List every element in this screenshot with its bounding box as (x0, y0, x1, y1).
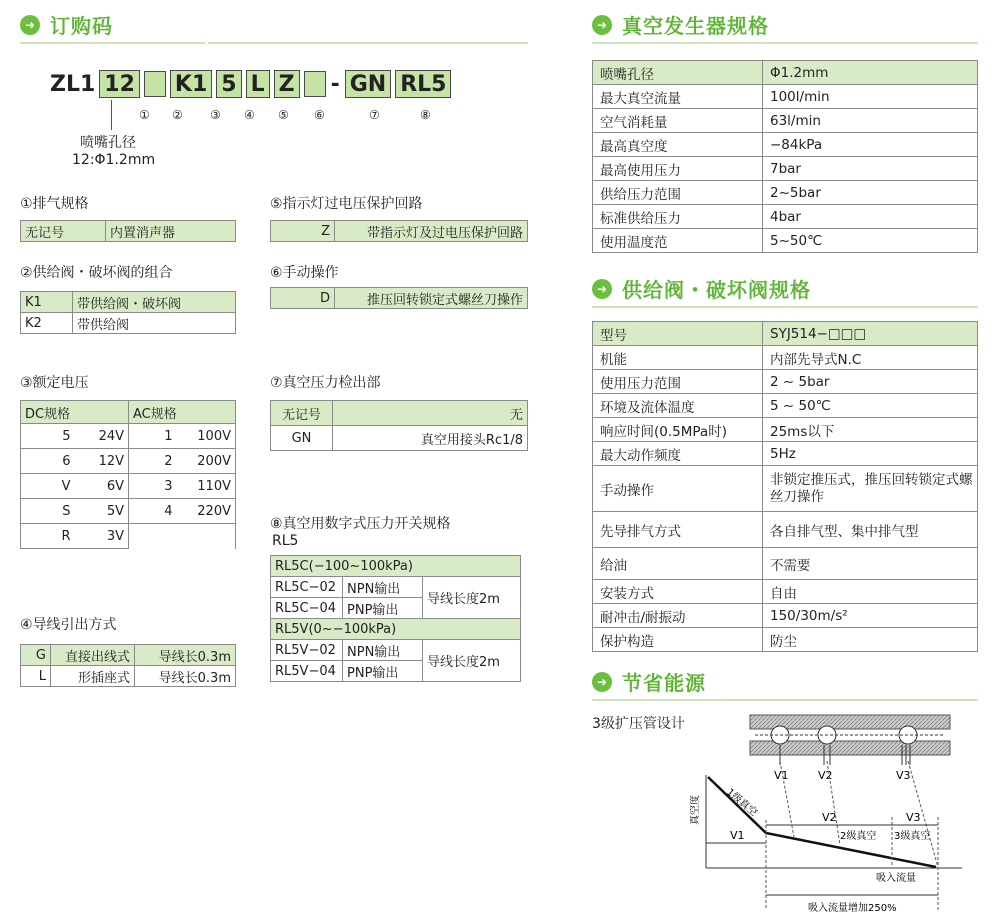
table-row (593, 370, 978, 394)
table-cell: 3 (129, 474, 177, 499)
code-segment-empty (304, 71, 326, 97)
table-row (593, 394, 978, 418)
table-cell: 100l/min (763, 85, 978, 109)
table-row (593, 442, 978, 466)
table-cell: 最大真空流量 (593, 85, 763, 109)
table-cell: 带供给阀・破坏阀 (73, 292, 236, 313)
circle-number: ③ (210, 108, 221, 122)
table-cell: NPN输出 (343, 640, 423, 661)
v3-label: V3 (906, 811, 921, 824)
table-row (593, 205, 978, 229)
table-row (593, 322, 978, 346)
table-cell: 导线长0.3m (135, 666, 236, 687)
table-cell: 110V (177, 474, 236, 499)
exhaust-title: ①排气规格 (20, 196, 89, 212)
table-cell: 导线长0.3m (135, 645, 236, 666)
table-cell: D (271, 288, 335, 309)
y-axis-label: 真空度 (690, 795, 701, 825)
table-cell: 真空用接头Rc1/8 (333, 426, 528, 451)
table-cell: NPN输出 (343, 577, 423, 598)
table-cell: 给油 (593, 548, 763, 580)
table-row (271, 556, 521, 577)
table-header: RL5V(0~−100kPa) (271, 619, 521, 640)
table-row (593, 157, 978, 181)
switch-title: ⑧真空用数字式压力开关规格 (270, 516, 451, 532)
order-code-row (50, 70, 453, 98)
generator-spec-title: 真空发生器规格 (622, 14, 769, 38)
switch-subtitle: RL5 (272, 533, 299, 549)
table-cell: 手动操作 (593, 466, 763, 512)
detector-table (270, 400, 528, 451)
valve-spec-header (592, 274, 811, 303)
code-segment: RL5 (395, 70, 451, 98)
table-cell: 150/30m/s² (763, 604, 978, 628)
valve-spec-title: 供给阀・破坏阀规格 (622, 278, 811, 302)
table-cell: 非锁定推压式，推压回转锁定式螺丝刀操作 (763, 466, 978, 512)
table-cell: 6 (21, 449, 75, 474)
generator-spec-header (592, 10, 769, 39)
guide-line (827, 761, 840, 845)
table-row (271, 288, 528, 309)
table-cell: 4bar (763, 205, 978, 229)
circle-number: ① (139, 108, 150, 122)
table-cell: 耐冲击/耐振动 (593, 604, 763, 628)
table-cell: R (21, 524, 75, 549)
table-cell: 空气消耗量 (593, 109, 763, 133)
table-cell: 无记号 (21, 221, 106, 242)
diffuser-diagram (690, 705, 990, 921)
table-cell: 2 ~ 5bar (763, 370, 978, 394)
circle-number: ⑧ (420, 108, 431, 122)
divider (20, 42, 205, 44)
table-cell: 自由 (763, 580, 978, 604)
table-row (21, 645, 236, 666)
table-cell: L (21, 666, 51, 687)
code-prefix: ZL1 (50, 71, 96, 97)
table-row (593, 346, 978, 370)
table-cell: 各自排气型、集中排气型 (763, 512, 978, 548)
table-cell: V (21, 474, 75, 499)
table-cell: 机能 (593, 346, 763, 370)
table-row (21, 524, 236, 549)
voltage-table (20, 400, 236, 549)
table-cell: 2 (129, 449, 177, 474)
table-row (593, 628, 978, 652)
nozzle-value: 12:Φ1.2mm (72, 152, 156, 168)
code-segment: 12 (99, 70, 140, 98)
switch-table (270, 555, 521, 682)
table-cell: 7bar (763, 157, 978, 181)
table-cell (129, 524, 177, 549)
detector-title: ⑦真空压力检出部 (270, 375, 381, 391)
table-row (271, 640, 521, 661)
table-row (593, 133, 978, 157)
increase-label: 吸入流量增加250% (808, 903, 897, 914)
code-segment: Z (274, 70, 300, 98)
valve-spec-table (592, 321, 978, 652)
table-cell: 100V (177, 424, 236, 449)
table-cell (177, 524, 236, 549)
stage1-label: 1级真空 (724, 786, 760, 819)
table-cell: −84kPa (763, 133, 978, 157)
circle-number: ⑦ (369, 108, 380, 122)
table-cell: 标准供给压力 (593, 205, 763, 229)
table-cell: 1 (129, 424, 177, 449)
circle-number: ② (172, 108, 183, 122)
table-cell: 型号 (593, 322, 763, 346)
manual-title: ⑥手动操作 (270, 265, 339, 281)
table-cell: G (21, 645, 51, 666)
v2-label: V2 (822, 811, 837, 824)
energy-header (592, 667, 706, 696)
table-cell: 24V (75, 424, 129, 449)
table-cell: 63l/min (763, 109, 978, 133)
table-cell: 保护构造 (593, 628, 763, 652)
arrow-right-icon: ➜ (592, 672, 612, 692)
table-row (593, 512, 978, 548)
table-cell: 使用压力范围 (593, 370, 763, 394)
table-row (21, 474, 236, 499)
code-dash: - (330, 71, 340, 97)
exhaust-table (20, 220, 236, 242)
table-row (21, 424, 236, 449)
table-cell: 导线长度2m (423, 577, 521, 619)
table-cell: 5Hz (763, 442, 978, 466)
table-row (271, 426, 528, 451)
stage2-label: 2级真空 (840, 831, 877, 842)
divider (592, 42, 978, 44)
table-header: AC规格 (129, 401, 236, 424)
table-cell: 5 (21, 424, 75, 449)
pointer-line (111, 100, 112, 130)
indicator-title: ⑤指示灯过电压保护回路 (270, 196, 423, 212)
table-cell: K2 (21, 313, 73, 334)
circle-number: ⑤ (278, 108, 289, 122)
table-cell: 推压回转锁定式螺丝刀操作 (335, 288, 528, 309)
table-cell: 先导排气方式 (593, 512, 763, 548)
table-cell: Z (271, 221, 335, 242)
table-row (593, 181, 978, 205)
table-cell: 带指示灯及过电压保护回路 (335, 221, 528, 242)
table-row (593, 580, 978, 604)
table-row (593, 61, 978, 85)
divider (592, 306, 978, 308)
table-cell: S (21, 499, 75, 524)
divider (208, 42, 528, 44)
table-cell: 响应时间(0.5MPa时) (593, 418, 763, 442)
table-cell: 3V (75, 524, 129, 549)
table-cell: 直接出线式 (51, 645, 135, 666)
v1-label: V1 (730, 829, 745, 842)
arrow-right-icon: ➜ (592, 15, 612, 35)
table-row (21, 221, 236, 242)
table-header: RL5C(−100~100kPa) (271, 556, 521, 577)
table-cell: 200V (177, 449, 236, 474)
table-row (271, 619, 521, 640)
flow-label: 吸入流量 (876, 873, 916, 884)
table-cell: 防尘 (763, 628, 978, 652)
lead-wire-table (20, 644, 236, 687)
table-cell: GN (271, 426, 333, 451)
table-cell: 25ms以下 (763, 418, 978, 442)
table-cell: 4 (129, 499, 177, 524)
table-row (593, 604, 978, 628)
manual-table (270, 287, 528, 309)
table-cell: 5~50℃ (763, 229, 978, 253)
table-cell: SYJ514−□□□ (763, 322, 978, 346)
table-cell: 形插座式 (51, 666, 135, 687)
stage3-label: 3级真空 (894, 831, 931, 842)
table-header: DC规格 (21, 401, 129, 424)
energy-caption: 3级扩压管设计 (592, 716, 685, 732)
table-cell: 内置消声器 (106, 221, 236, 242)
arrow-right-icon: ➜ (20, 15, 40, 35)
table-row (271, 221, 528, 242)
lead-wire-title: ④导线引出方式 (20, 617, 117, 633)
table-cell: 6V (75, 474, 129, 499)
code-segment: K1 (170, 70, 212, 98)
order-code-header (20, 10, 113, 39)
table-row (593, 548, 978, 580)
order-code-title: 订购码 (50, 14, 113, 38)
arrow-right-icon: ➜ (592, 279, 612, 299)
valve-combo-title: ②供给阀・破坏阀的组合 (20, 265, 173, 281)
code-segment-empty (144, 71, 166, 97)
circle-number: ⑥ (314, 108, 325, 122)
table-cell: 2~5bar (763, 181, 978, 205)
table-cell: 最大动作频度 (593, 442, 763, 466)
table-row (271, 401, 528, 426)
table-cell: PNP输出 (343, 661, 423, 682)
table-cell: RL5C−02 (271, 577, 343, 598)
v2-top-label: V2 (818, 769, 833, 782)
table-cell: RL5V−04 (271, 661, 343, 682)
table-row (271, 577, 521, 598)
table-cell: 无 (333, 401, 528, 426)
table-row (593, 109, 978, 133)
table-cell: 使用温度范 (593, 229, 763, 253)
table-cell: PNP输出 (343, 598, 423, 619)
table-cell: 5V (75, 499, 129, 524)
table-cell: RL5C−04 (271, 598, 343, 619)
table-cell: 安装方式 (593, 580, 763, 604)
code-segment: 5 (216, 70, 241, 98)
table-cell: 带供给阀 (73, 313, 236, 334)
nozzle-label: 喷嘴孔径 (80, 135, 136, 151)
energy-title: 节省能源 (622, 671, 706, 695)
table-row (21, 449, 236, 474)
table-cell: 无记号 (271, 401, 333, 426)
table-cell: 220V (177, 499, 236, 524)
table-row (21, 313, 236, 334)
generator-spec-table (592, 60, 978, 253)
voltage-title: ③额定电压 (20, 375, 89, 391)
table-cell: 不需要 (763, 548, 978, 580)
table-cell: 喷嘴孔径 (593, 61, 763, 85)
table-cell: 内部先导式N.C (763, 346, 978, 370)
table-cell: 导线长度2m (423, 640, 521, 682)
table-cell: 12V (75, 449, 129, 474)
table-cell: RL5V−02 (271, 640, 343, 661)
code-segment: L (246, 70, 270, 98)
circle-number: ④ (244, 108, 255, 122)
table-row (21, 499, 236, 524)
table-cell: 最高真空度 (593, 133, 763, 157)
table-cell: 最高使用压力 (593, 157, 763, 181)
table-row (21, 292, 236, 313)
table-cell: 环境及流体温度 (593, 394, 763, 418)
v1-top-label: V1 (774, 769, 789, 782)
table-row (21, 401, 236, 424)
table-cell: Φ1.2mm (763, 61, 978, 85)
valve-combo-table (20, 291, 236, 334)
table-cell: 5 ~ 50℃ (763, 394, 978, 418)
table-row (593, 418, 978, 442)
table-cell: 供给压力范围 (593, 181, 763, 205)
code-segment: GN (345, 70, 391, 98)
v3-top-label: V3 (896, 769, 911, 782)
indicator-table (270, 220, 528, 242)
table-row (21, 666, 236, 687)
table-cell: K1 (21, 292, 73, 313)
table-row (593, 85, 978, 109)
table-row (593, 466, 978, 512)
divider (592, 699, 978, 701)
table-row (593, 229, 978, 253)
